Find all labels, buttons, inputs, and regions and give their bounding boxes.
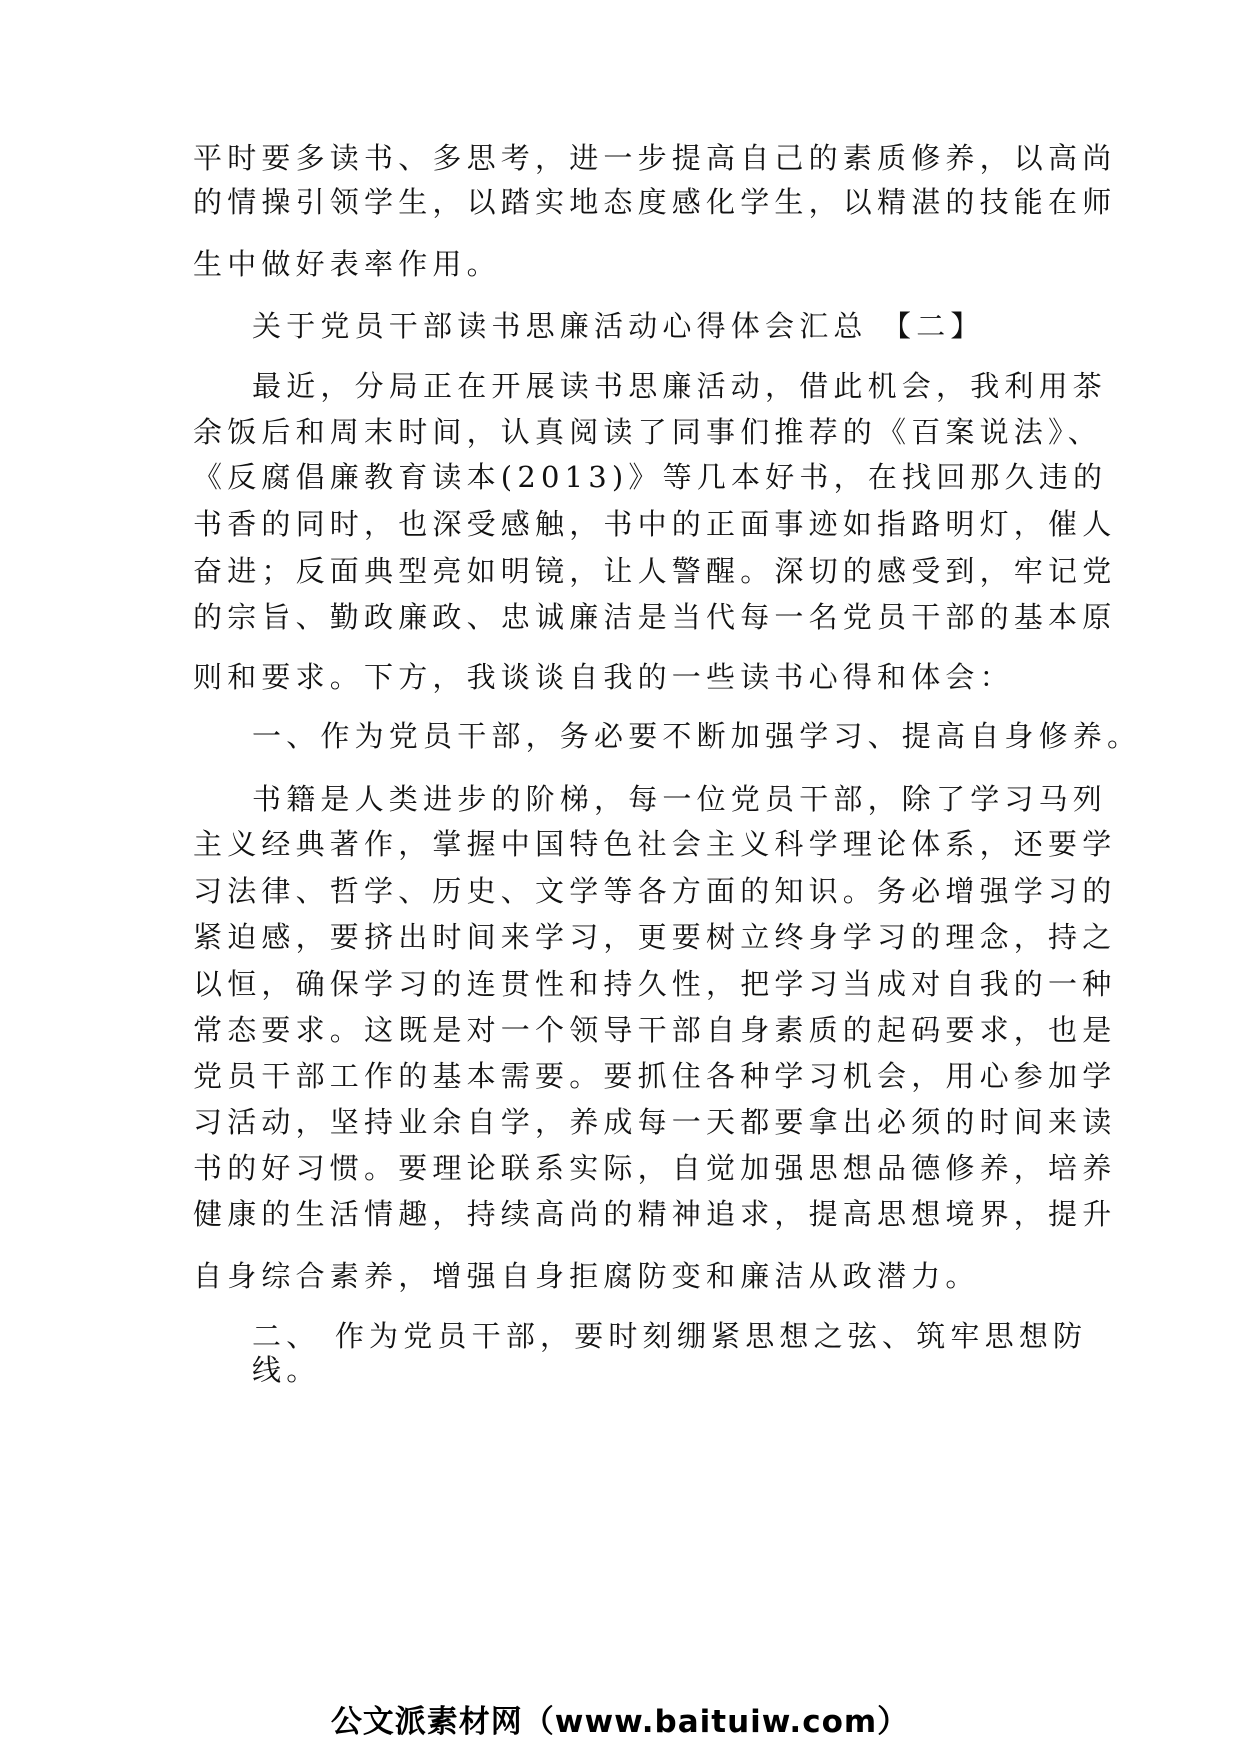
body-line: 书籍是人类进步的阶梯，每一位党员干部，除了学习马列 [252, 782, 1108, 816]
body-line: 党员干部工作的基本需要。要抓住各种学习机会，用心参加学 [193, 1059, 1117, 1093]
body-line: 余饭后和周末时间，认真阅读了同事们推荐的《百案说法》、 [193, 415, 1102, 449]
body-line: 的宗旨、勤政廉政、忠诚廉洁是当代每一名党员干部的基本原 [193, 600, 1117, 634]
body-line: 自身综合素养，增强自身拒腐防变和廉洁从政潜力。 [193, 1259, 980, 1293]
body-line: 生中做好表率作用。 [193, 247, 501, 281]
body-line: 的情操引领学生，以踏实地态度感化学生，以精湛的技能在师 [193, 185, 1117, 219]
footer-watermark-text: 公文派素材网（www.baituiw.com） [330, 1704, 910, 1740]
body-line: 健康的生活情趣，持续高尚的精神追求，提高思想境界，提升 [193, 1197, 1117, 1231]
body-line: 常态要求。这既是对一个领导干部自身素质的起码要求，也是 [193, 1013, 1117, 1047]
body-line: 《反腐倡廉教育读本(2013)》等几本好书，在找回那久违的 [193, 460, 1108, 494]
body-line: 书的好习惯。要理论联系实际，自觉加强思想品德修养，培养 [193, 1151, 1117, 1185]
body-line: 则和要求。下方，我谈谈自我的一些读书心得和体会： [193, 660, 1014, 694]
body-line: 平时要多读书、多思考，进一步提高自己的素质修养，以高尚 [193, 141, 1117, 175]
subheading-1: 一、作为党员干部，务必要不断加强学习、提高自身修养。 [252, 719, 1142, 753]
body-line: 习法律、哲学、历史、文学等各方面的知识。务必增强学习的 [193, 874, 1117, 908]
body-line: 习活动，坚持业余自学，养成每一天都要拿出必须的时间来读 [193, 1105, 1117, 1139]
body-line: 奋进；反面典型亮如明镜，让人警醒。深切的感受到，牢记党 [193, 554, 1117, 588]
body-line: 线。 [252, 1353, 321, 1387]
body-line: 紧迫感，要挤出时间来学习，更要树立终身学习的理念，持之 [193, 920, 1117, 954]
body-line: 书香的同时，也深受感触，书中的正面事迹如指路明灯，催人 [193, 507, 1117, 541]
section-heading: 关于党员干部读书思廉活动心得体会汇总 【二】 [252, 309, 985, 343]
body-line: 以恒，确保学习的连贯性和持久性，把学习当成对自我的一种 [193, 967, 1117, 1001]
body-line: 最近，分局正在开展读书思廉活动，借此机会，我利用茶 [252, 369, 1108, 403]
body-line: 主义经典著作，掌握中国特色社会主义科学理论体系，还要学 [193, 827, 1117, 861]
subheading-2: 二、 作为党员干部，要时刻绷紧思想之弦、筑牢思想防 [252, 1319, 1088, 1353]
